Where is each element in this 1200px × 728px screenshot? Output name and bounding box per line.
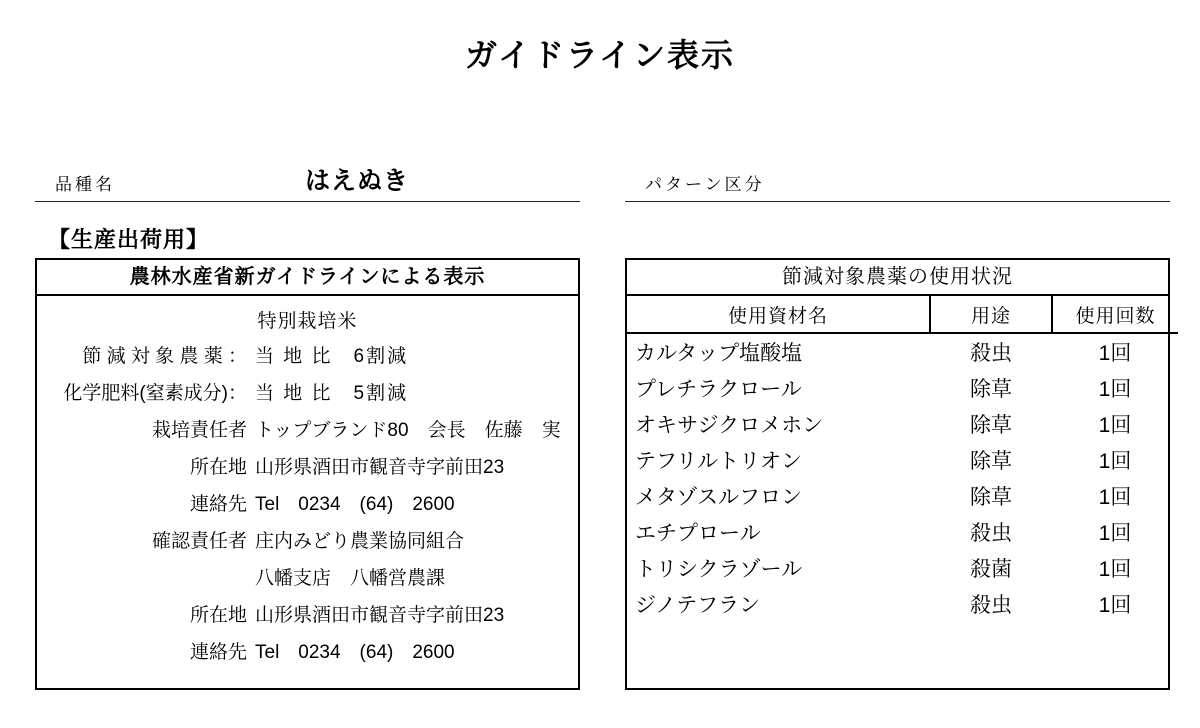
table-row-empty [627,658,1178,694]
table-row [627,370,1178,406]
info-value: 当 地 比 6割減 [255,346,409,367]
material-count-empty [1052,622,1178,658]
info-value: 当 地 比 5割減 [255,383,409,404]
material-use: 殺虫 [970,594,1012,617]
material-use: 除草 [970,378,1012,401]
material-use: 殺菌 [970,558,1012,581]
info-label: 所在地 [189,605,247,626]
info-value: 八幡支店 八幡営農課 [255,568,446,589]
material-use: 除草 [970,486,1012,509]
info-value: 山形県酒田市観音寺字前田23 [255,605,505,626]
material-count: 1回 [1098,342,1132,365]
material-name: オキサジクロメホン [635,414,824,437]
variety-label: 品種名 [55,175,115,194]
guideline-box [35,258,580,690]
material-name: エチプロール [635,522,761,545]
page-title: ガイドライン表示 [464,37,736,73]
table-row [627,550,1178,586]
material-use: 殺虫 [970,342,1012,365]
info-label: 連絡先 [189,494,247,515]
pattern-label: パターン区分 [645,175,765,194]
variety-underline [35,201,580,202]
info-label: 連絡先 [189,642,247,663]
material-count: 1回 [1098,594,1132,617]
table-row [627,333,1178,370]
table-row [627,586,1178,622]
material-name: カルタップ塩酸塩 [635,342,803,365]
info-row [37,526,578,563]
info-row [37,341,578,378]
material-name: プレチラクロール [635,378,802,401]
info-row [37,637,578,674]
info-value: Tel 0234 (64) 2600 [255,642,455,663]
info-row [37,452,578,489]
guideline-box-title: 農林水産省新ガイドラインによる表示 [37,260,578,296]
pattern-underline [625,201,1170,202]
info-row [37,489,578,526]
info-label: 確認責任者 [151,531,247,552]
pesticide-table [627,296,1178,694]
column-header-use: 用途 [930,296,1052,333]
header-row [0,158,1200,206]
material-name: ジノテフラン [635,594,761,617]
material-name-empty [627,622,930,658]
material-name: メタゾスルフロン [635,486,802,509]
column-header-count: 使用回数 [1052,296,1178,333]
material-use: 殺虫 [970,522,1012,545]
material-count: 1回 [1098,558,1132,581]
material-use-empty [930,622,1052,658]
info-label: 栽培責任者 [151,420,247,441]
table-header-row [627,296,1178,333]
table-row [627,442,1178,478]
section-heading: 【生産出荷用】 [48,227,210,252]
info-value: 庄内みどり農業協同組合 [255,531,465,552]
info-label: 化学肥料(窒素成分)： [63,383,247,404]
material-name-empty [627,658,930,694]
cultivation-type: 特別栽培米 [257,311,358,332]
material-count: 1回 [1098,486,1132,509]
info-row [37,563,578,600]
pesticide-box [625,258,1170,690]
variety-value: はえぬき [305,167,410,195]
material-count: 1回 [1098,522,1132,545]
material-count: 1回 [1098,378,1132,401]
table-row [627,478,1178,514]
material-count: 1回 [1098,450,1132,473]
info-label: 所在地 [189,457,247,478]
table-row-empty [627,622,1178,658]
material-name: トリシクラゾール [635,558,803,581]
material-count-empty [1052,658,1178,694]
info-label: 節 減 対 象 農 薬 ： [82,346,247,367]
info-row [37,415,578,452]
info-value: Tel 0234 (64) 2600 [255,494,455,515]
table-row [627,514,1178,550]
column-header-material: 使用資材名 [627,296,930,333]
material-use-empty [930,658,1052,694]
material-use: 除草 [970,450,1012,473]
info-row [37,600,578,637]
info-value: 山形県酒田市観音寺字前田23 [255,457,505,478]
info-row [37,378,578,415]
material-name: テフリルトリオン [635,450,802,473]
guideline-box-body [37,296,578,674]
pesticide-box-title: 節減対象農薬の使用状況 [627,260,1168,296]
material-count: 1回 [1098,414,1132,437]
info-value: トップブランド80 会長 佐藤 実 [255,420,561,441]
table-row [627,406,1178,442]
material-use: 除草 [970,414,1012,437]
